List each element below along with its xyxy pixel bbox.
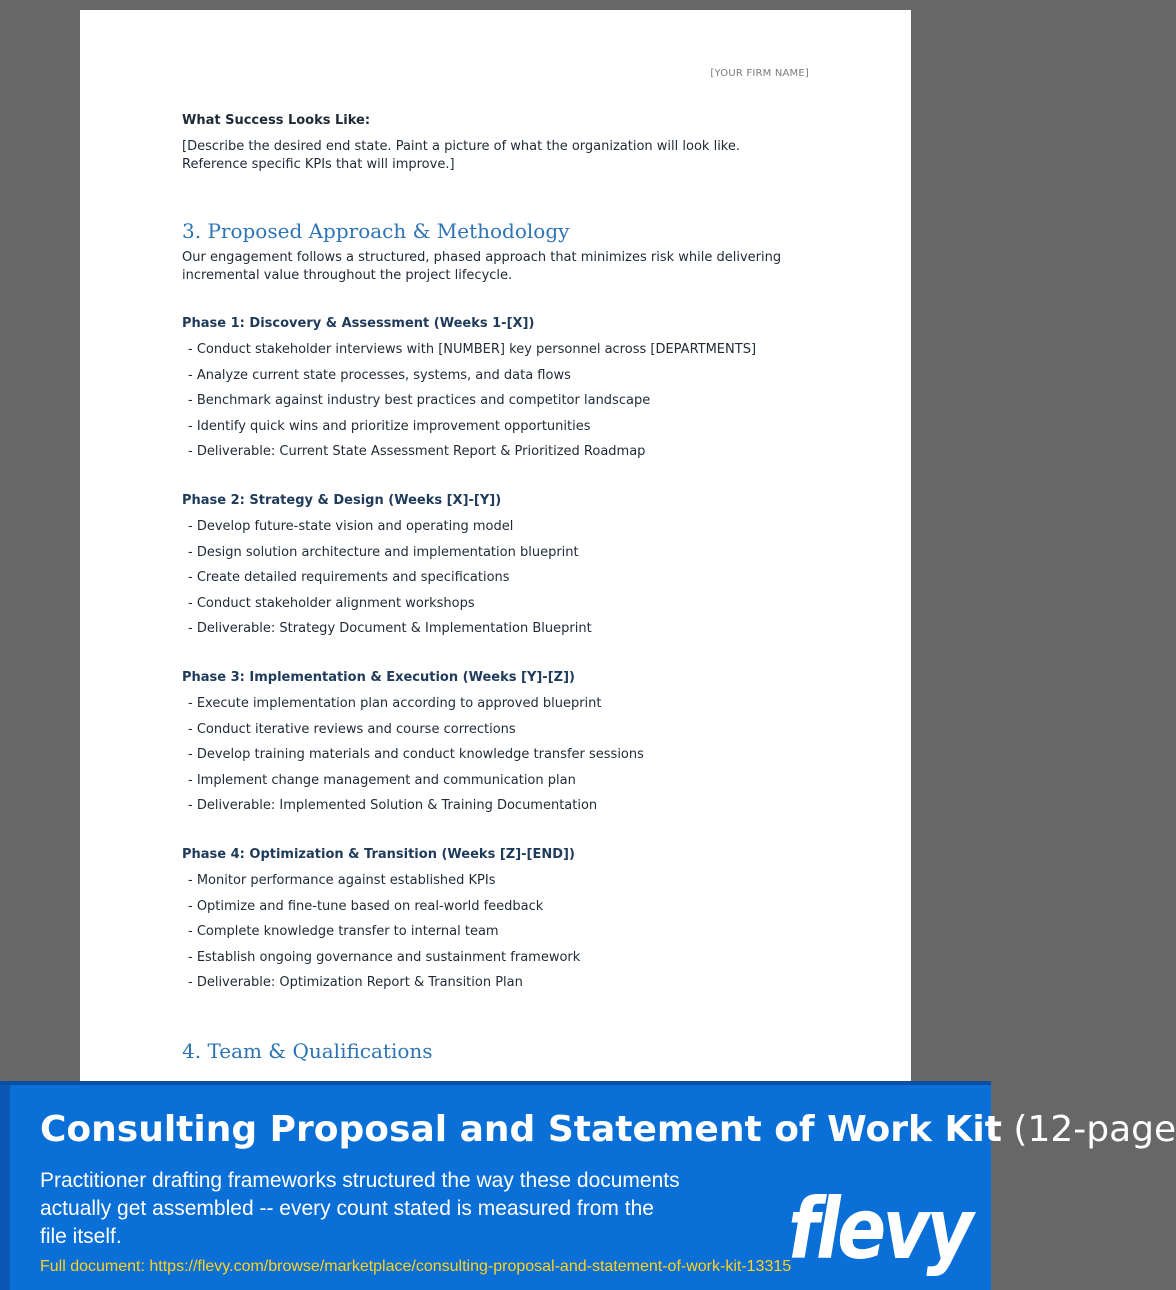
- phase-item: - Deliverable: Strategy Document & Implementation Blueprint: [188, 621, 592, 636]
- phase-item: - Monitor performance against established KPIs: [188, 873, 496, 888]
- phase-block: [182, 669, 802, 815]
- banner-subtitle: Practitioner drafting frameworks structured the way these documents actually get assembled -- every count stated is measured from the file itself.: [40, 1169, 680, 1248]
- document-body: [182, 110, 802, 1064]
- phase-item: - Establish ongoing governance and sustainment framework: [188, 949, 581, 965]
- phase-title: Phase 3: Implementation & Execution (Weeks [Y]-[Z]): [182, 670, 575, 685]
- phase-item: - Optimize and fine-tune based on real-world feedback: [188, 898, 544, 914]
- phase-item: - Identify quick wins and prioritize improvement opportunities: [188, 418, 591, 434]
- banner-title: [40, 1108, 1176, 1152]
- banner-top-stripe: [0, 1081, 991, 1085]
- flevy-logo[interactable]: [784, 1176, 977, 1278]
- success-text: [Describe the desired end state. Paint a picture of what the organization will look like. Reference specific KPIs that will improve.]: [182, 139, 740, 172]
- phase-block: [182, 846, 802, 992]
- phase-item: - Conduct stakeholder interviews with [NUMBER] key personnel across [DEPARTMENTS]: [188, 342, 757, 357]
- success-label: What Success Looks Like:: [182, 113, 371, 128]
- full-document-link[interactable]: Full document: https://flevy.com/browse/marketplace/consulting-proposal-and-statement-of-work-kit-13315: [40, 1258, 792, 1275]
- phase-item: - Deliverable: Optimization Report & Transition Plan: [188, 975, 523, 990]
- phase-item: - Conduct iterative reviews and course corrections: [188, 721, 516, 737]
- phase-block: [182, 492, 802, 638]
- phase-title: Phase 2: Strategy & Design (Weeks [X]-[Y]): [182, 493, 502, 508]
- approach-intro: Our engagement follows a structured, phased approach that minimizes risk while delivering incremental value throughout the project lifecycle.: [182, 250, 782, 283]
- phase-item: - Conduct stakeholder alignment workshops: [188, 595, 475, 611]
- phase-item: - Deliverable: Current State Assessment Report & Prioritized Roadmap: [188, 444, 646, 459]
- banner-title-pages: (12-page: [1013, 1109, 1176, 1150]
- phase-item: - Execute implementation plan according to approved blueprint: [188, 696, 602, 711]
- phase-item: - Implement change management and communication plan: [188, 772, 576, 788]
- section-heading-approach: 3. Proposed Approach & Methodology: [182, 219, 570, 243]
- phase-item: - Deliverable: Implemented Solution & Training Documentation: [188, 798, 598, 813]
- phase-item: - Develop future-state vision and operating model: [188, 519, 514, 534]
- phase-item: - Complete knowledge transfer to internal team: [188, 924, 499, 939]
- flevy-logo-text: flevy: [788, 1180, 977, 1278]
- phase-block: [182, 315, 802, 461]
- phase-item: - Benchmark against industry best practices and competitor landscape: [188, 393, 651, 408]
- section-heading-team: 4. Team & Qualifications: [182, 1039, 433, 1063]
- banner-left-edge: [0, 1085, 10, 1290]
- phase-title: Phase 4: Optimization & Transition (Weeks [Z]-[END]): [182, 847, 575, 862]
- phase-title: Phase 1: Discovery & Assessment (Weeks 1-[X]): [182, 316, 535, 331]
- phase-item: - Analyze current state processes, systems, and data flows: [188, 367, 571, 383]
- phase-item: - Create detailed requirements and specifications: [188, 570, 510, 585]
- phase-item: - Develop training materials and conduct knowledge transfer sessions: [188, 747, 644, 762]
- document-page: [80, 10, 911, 1081]
- phase-item: - Design solution architecture and implementation blueprint: [188, 544, 579, 560]
- banner-title-main: Consulting Proposal and Statement of Work Kit: [40, 1109, 1002, 1150]
- firm-name-header: [YOUR FIRM NAME]: [710, 68, 809, 79]
